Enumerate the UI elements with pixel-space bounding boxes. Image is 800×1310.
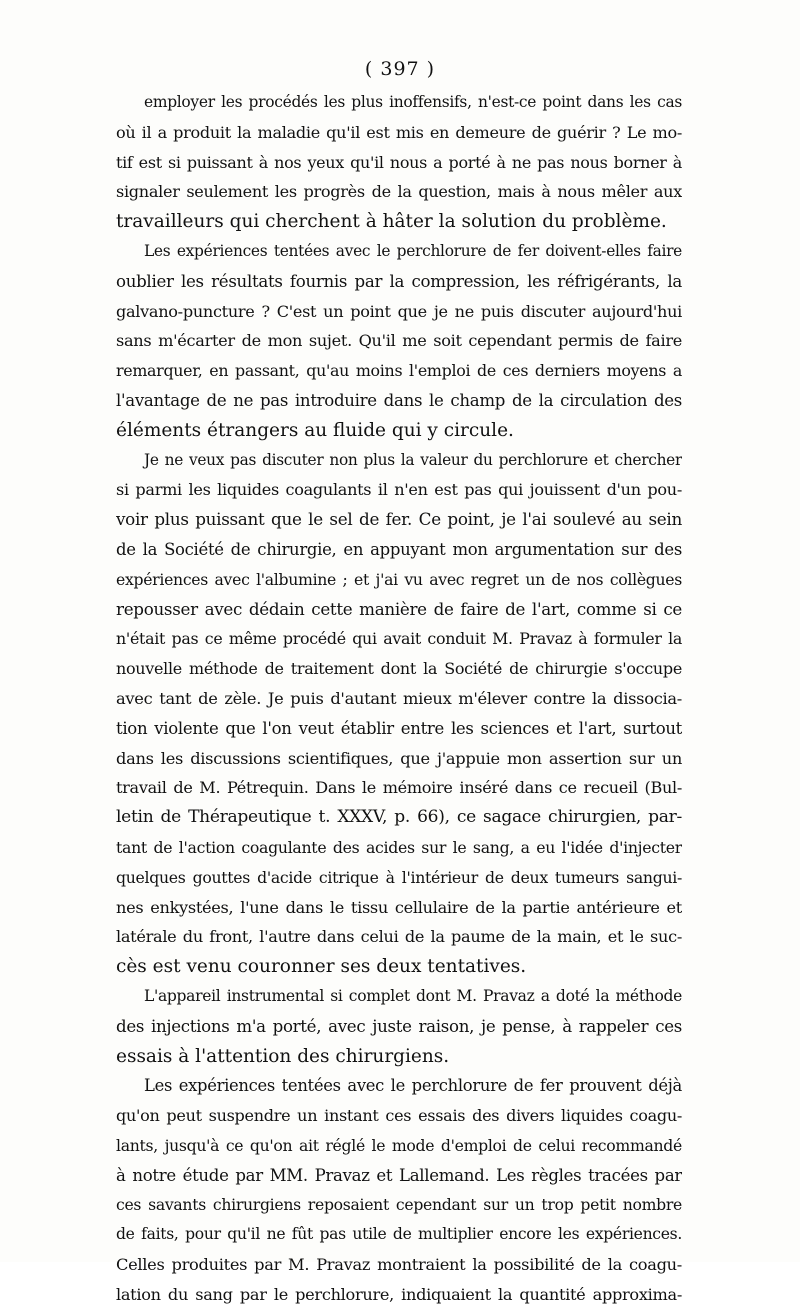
paragraph — [116, 237, 682, 446]
text-line: lation du sang par le perchlorure, indiquaient la quantité approxima- — [116, 1284, 682, 1304]
text-line: galvano-puncture ? C'est un point que je ne puis discuter aujourd'hui — [116, 301, 682, 321]
text-line: expériences avec l'albumine ; et j'ai vu avec regret un de nos collègues — [116, 569, 682, 589]
paragraph — [116, 446, 682, 982]
text-line: Je ne veux pas discuter non plus la valeur du perchlorure et chercher — [144, 450, 682, 469]
text-line: travail de M. Pétrequin. Dans le mémoire inséré dans ce recueil (Bul- — [116, 778, 682, 798]
text-line: dans les discussions scientifiques, que j'appuie mon assertion sur un — [116, 748, 682, 768]
text-line: tant de l'action coagulante des acides sur le sang, a eu l'idée d'injecter — [116, 837, 682, 857]
text-line: remarquer, en passant, qu'au moins l'emploi de ces derniers moyens a — [116, 361, 682, 381]
text-line: quelques gouttes d'acide citrique à l'intérieur de deux tumeurs sangui- — [116, 867, 682, 887]
text-line: Celles produites par M. Pravaz montraient la possibilité de la coagu- — [116, 1255, 682, 1275]
text-line: lants, jusqu'à ce qu'on ait réglé le mode d'emploi de celui recommandé — [116, 1135, 682, 1155]
text-line: tif est si puissant à nos yeux qu'il nous a porté à ne pas nous borner à — [116, 152, 682, 172]
text-line: où il a produit la maladie qu'il est mis en demeure de guérir ? Le mo- — [116, 122, 682, 142]
text-line: de la Société de chirurgie, en appuyant mon argumentation sur des — [116, 539, 682, 559]
text-line: éléments étrangers au fluide qui y circule. — [116, 419, 514, 441]
text-line: n'était pas ce même procédé qui avait conduit M. Pravaz à formuler la — [116, 629, 682, 649]
text-line: des injections m'a porté, avec juste raison, je pense, à rappeler ces — [116, 1016, 682, 1036]
paragraph — [116, 982, 682, 1071]
text-line: voir plus puissant que le sel de fer. Ce point, je l'ai soulevé au sein — [116, 509, 682, 530]
text-line: essais à l'attention des chirurgiens. — [116, 1045, 450, 1067]
text-line: de faits, pour qu'il ne fût pas utile de multiplier encore les expériences. — [116, 1225, 682, 1244]
text-line: sans m'écarter de mon sujet. Qu'il me soit cependant permis de faire — [116, 331, 682, 351]
text-line: repousser avec dédain cette manière de faire de l'art, comme si ce — [116, 598, 682, 619]
text-line: qu'on peut suspendre un instant ces essais des divers liquides coagu- — [116, 1106, 682, 1126]
paragraph — [116, 1071, 682, 1309]
text-line: latérale du front, l'autre dans celui de la paume de la main, et le suc- — [116, 927, 682, 947]
text-line: letin de Thérapeutique t. XXXV, p. 66), ce sagace chirurgien, par- — [116, 807, 682, 828]
text-line: l'avantage de ne pas introduire dans le champ de la circulation des — [116, 390, 682, 410]
text-line: travailleurs qui cherchent à hâter la solution du problème. — [116, 211, 667, 233]
text-line: L'appareil instrumental si complet dont M. Pravaz a doté la méthode — [144, 986, 682, 1005]
text-line: Les expériences tentées avec le perchlorure de fer prouvent déjà — [144, 1076, 682, 1096]
text-line: nouvelle méthode de traitement dont la Société de chirurgie s'occupe — [116, 659, 682, 679]
page-body-text — [116, 88, 682, 1310]
text-line: oublier les résultats fournis par la compression, les réfrigérants, la — [116, 271, 682, 291]
text-line: tion violente que l'on veut établir entre les sciences et l'art, surtout — [116, 718, 682, 738]
text-line: Les expériences tentées avec le perchlorure de fer doivent-elles faire — [144, 241, 682, 260]
text-line: ces savants chirurgiens reposaient cependant sur un trop petit nombre — [116, 1195, 682, 1215]
text-line: avec tant de zèle. Je puis d'autant mieux m'élever contre la dissocia- — [116, 688, 682, 708]
text-line: si parmi les liquides coagulants il n'en est pas qui jouissent d'un pou- — [116, 480, 682, 500]
text-line: signaler seulement les progrès de la question, mais à nous mêler aux — [116, 182, 682, 202]
text-line: cès est venu couronner ses deux tentatives. — [116, 956, 527, 978]
text-line: à notre étude par MM. Pravaz et Lallemand. Les règles tracées par — [116, 1165, 682, 1185]
text-line: employer les procédés les plus inoffensifs, n'est-ce point dans les cas — [144, 93, 682, 111]
paragraph — [116, 88, 682, 237]
text-line: nes enkystées, l'une dans le tissu cellulaire de la partie antérieure et — [116, 897, 682, 917]
page-number: ( 397 ) — [364, 58, 436, 80]
